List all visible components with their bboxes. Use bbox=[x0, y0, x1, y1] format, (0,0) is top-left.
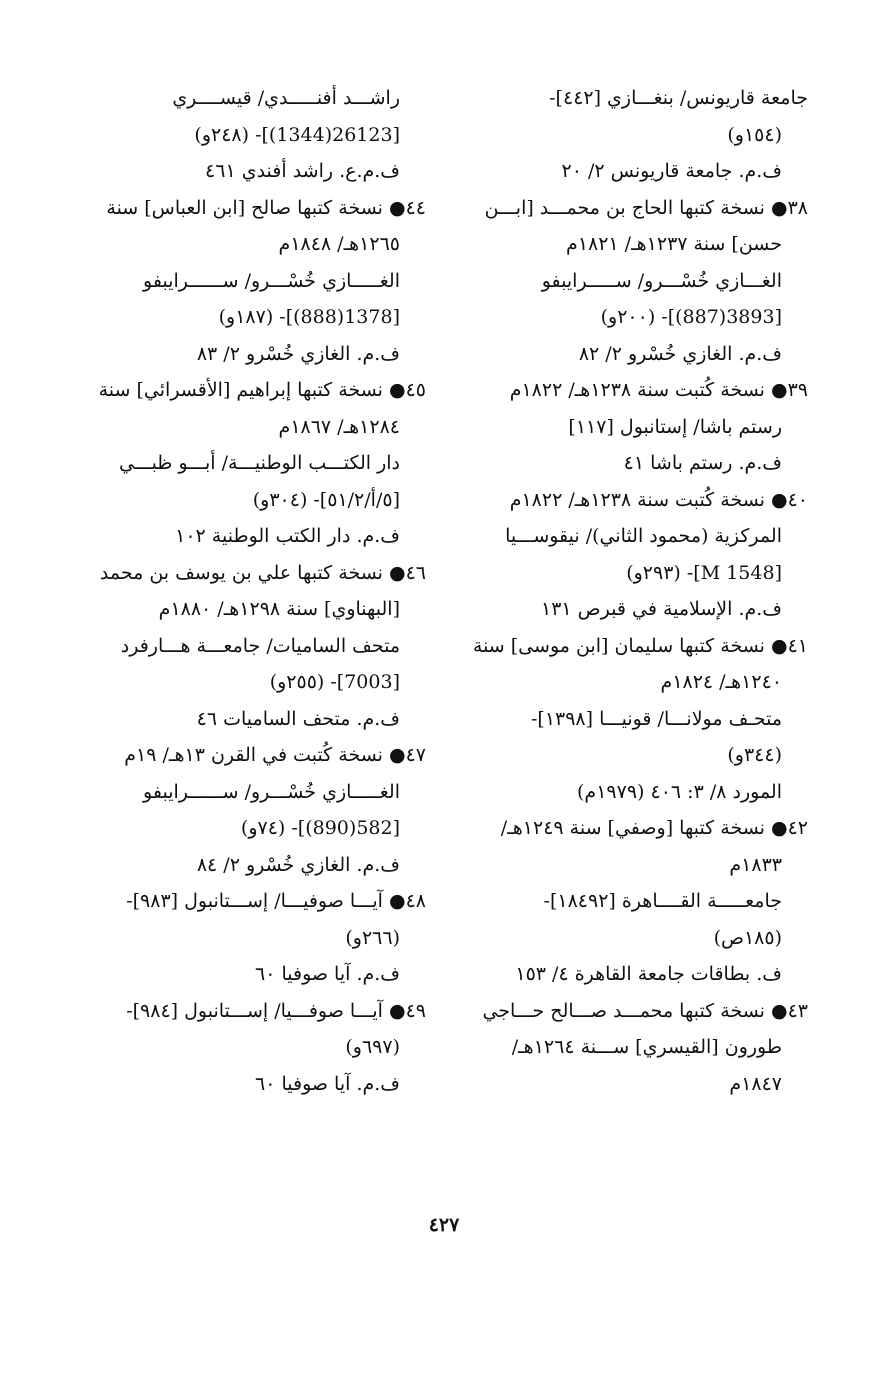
text-line: [M 1548]- (٢٩٣و) bbox=[626, 561, 782, 584]
text-line: ٤٢● نسخة كتبها [وصفي] سنة ١٢٤٩هـ/ bbox=[500, 817, 808, 839]
text-line: الغـــازي خُسْـــرو/ ســـــرايبفو bbox=[541, 269, 782, 292]
text-line: الغـــــازي خُسْـــرو/ ســــــرايبفو bbox=[143, 269, 400, 292]
text-line: ٤٠● نسخة كُتبت سنة ١٢٣٨هـ/ ١٨٢٢م bbox=[509, 488, 808, 511]
text-line: ١٢٨٤هـ/ ١٨٦٧م bbox=[278, 415, 400, 438]
text-line: ف.م. آيا صوفيا ٦٠ bbox=[255, 963, 400, 985]
text-line: رستم باشا/ إستانبول [١١٧] bbox=[568, 415, 782, 438]
text-line: ف.م. رستم باشا ٤١ bbox=[623, 452, 782, 474]
text-line: ١٨٣٣م bbox=[729, 853, 782, 876]
text-line: ٣٩● نسخة كُتبت سنة ١٢٣٨هـ/ ١٨٢٢م bbox=[509, 379, 808, 401]
page-number: ٤٢٧ bbox=[428, 1214, 460, 1236]
text-line: راشـــد أفنـــــدي/ قيســــري bbox=[172, 87, 400, 109]
text-line: متحف الساميات/ جامعـــة هـــارفرد bbox=[120, 634, 400, 657]
text-line: (١٥٤و) bbox=[727, 123, 782, 146]
text-line: [7003]- (٢٥٥و) bbox=[269, 671, 400, 693]
text-line: الغـــــازي خُسْـــرو/ ســــــرايبفو bbox=[143, 780, 400, 803]
text-line: [582(890)]- (٧٤و) bbox=[240, 817, 400, 839]
text-line: جامعة قاريونس/ بنغـــازي [٤٤٢]- bbox=[549, 87, 808, 109]
text-line: ٤٥● نسخة كتبها إبراهيم [الأقسرائي] سنة bbox=[98, 379, 426, 401]
text-line: ٤٨● آيـــا صوفيـــا/ إســـتانبول [٩٨٣]- bbox=[126, 890, 426, 912]
text-line: ٤٦● نسخة كتبها علي بن يوسف بن محمد bbox=[99, 561, 426, 584]
text-line: ٤٤● نسخة كتبها صالح [ابن العباس] سنة bbox=[106, 196, 426, 219]
text-line: ف.م. جامعة قاريونس ٢/ ٢٠ bbox=[561, 160, 782, 182]
text-line: دار الكتـــب الوطنيـــة/ أبـــو ظبـــي bbox=[119, 452, 400, 474]
text-line: (٣٤٤و) bbox=[727, 744, 782, 766]
text-line: ف.م. آيا صوفيا ٦٠ bbox=[255, 1072, 400, 1095]
text-line: (٦٩٧و) bbox=[345, 1036, 400, 1058]
text-line: جامعـــــة القــــاهرة [١٨٤٩٢]- bbox=[543, 890, 782, 912]
text-line: المورد ٨/ ٣: ٤٠٦ (١٩٧٩م) bbox=[577, 780, 782, 803]
text-line: ف.م. متحف الساميات ٤٦ bbox=[196, 707, 400, 730]
right-column bbox=[468, 80, 808, 1102]
text-line: ٤٣● نسخة كتبها محمـــد صـــالح حـــاجي bbox=[482, 999, 808, 1022]
text-line: ٣٨● نسخة كتبها الحاج بن محمـــد [ابـــن bbox=[484, 196, 808, 219]
text-line: ٤٩● آيـــا صوفـــيا/ إســـتانبول [٩٨٤]- bbox=[126, 999, 426, 1022]
text-line: ف.م. الإسلامية في قبرص ١٣١ bbox=[541, 598, 782, 620]
text-line: ١٨٤٧م bbox=[729, 1072, 782, 1095]
text-line: [3893(887)]- (٢٠٠و) bbox=[600, 306, 782, 328]
text-line: (٢٦٦و) bbox=[345, 926, 400, 949]
text-line: المركزية (محمود الثاني)/ نيقوســـيا bbox=[505, 525, 782, 547]
left-column bbox=[86, 80, 426, 1102]
text-line: طورون [القيسري] ســـنة ١٢٦٤هـ/ bbox=[511, 1036, 782, 1058]
text-line: متحـف مولانـــا/ قونيـــا [١٣٩٨]- bbox=[530, 707, 782, 730]
text-line: ف.م.ع. راشد أفندي ٤٦١ bbox=[205, 160, 400, 182]
text-line: [1378(888)]- (١٨٧و) bbox=[218, 306, 400, 328]
text-line: حسن] سنة ١٢٣٧هـ/ ١٨٢١م bbox=[566, 233, 782, 255]
text-line: ف.م. دار الكتب الوطنية ١٠٢ bbox=[175, 525, 400, 547]
text-line: [26123(1344)]- (٢٤٨و) bbox=[194, 123, 400, 146]
text-line: ١٢٤٠هـ/ ١٨٢٤م bbox=[660, 671, 782, 693]
text-line: (١٨٥ص) bbox=[713, 926, 782, 949]
text-line: ف.م. الغازي خُسْرو ٢/ ٨٣ bbox=[196, 342, 400, 365]
text-line: ف.م. الغازي خُسْرو ٢/ ٨٢ bbox=[578, 342, 782, 365]
text-line: ١٢٦٥هـ/ ١٨٤٨م bbox=[278, 233, 400, 255]
text-line: [البهناوي] سنة ١٢٩٨هـ/ ١٨٨٠م bbox=[158, 598, 400, 620]
text-line: ٤٧● نسخة كُتبت في القرن ١٣هـ/ ١٩م bbox=[124, 744, 426, 766]
text-line: ٤١● نسخة كتبها سليمان [ابن موسى] سنة bbox=[472, 634, 808, 657]
text-line: ف. بطاقات جامعة القاهرة ٤/ ١٥٣ bbox=[515, 963, 782, 985]
text-line: ف.م. الغازي خُسْرو ٢/ ٨٤ bbox=[196, 853, 400, 876]
text-line: [٥/أ/٥١/٢]- (٣٠٤و) bbox=[252, 488, 400, 511]
